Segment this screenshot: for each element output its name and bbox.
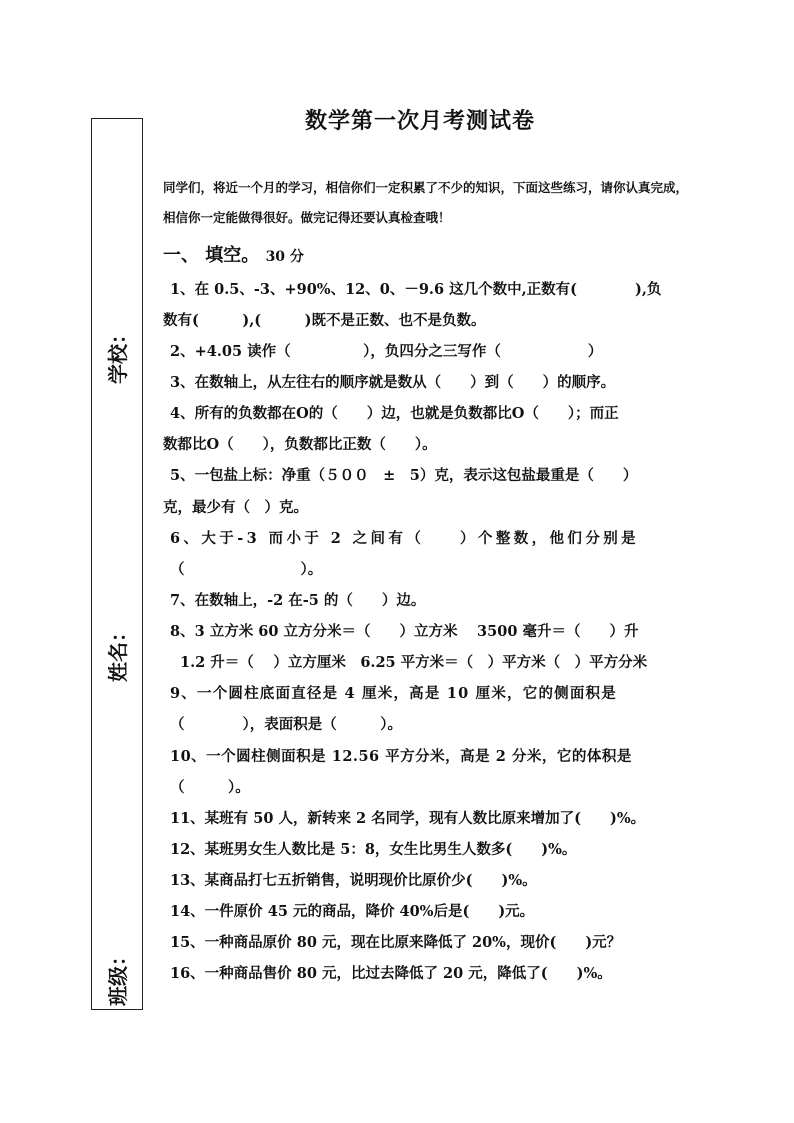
question-line: 7、在数轴上，-2 在-5 的（ ）边。 [170,592,426,609]
intro-line-2: 相信你一定能做得很好。做完记得还要认真检查哦！ [163,210,451,225]
question-line: 4、所有的负数都在O的（ ）边，也就是负数都比O（ ）；而正 [170,405,619,422]
page-title: 数学第一次月考测试卷 [304,108,535,134]
question-line: 15、一种商品原价 80 元，现在比原来降低了 20%，现价( )元？ [170,934,622,951]
school-label: 学校： [106,324,130,384]
question-line: （ ），表面积是（ ）。 [170,716,402,733]
name-label: 姓名： [106,622,130,682]
section-points: 30 分 [265,249,304,265]
question-line: 6、大于-3 而小于 2 之间有（ ）个整数，他们分别是 [170,530,640,547]
intro-line-1: 同学们，将近一个月的学习，相信你们一定积累了不少的知识，下面这些练习，请你认真完成， [163,180,689,195]
question-line: 8、3 立方米 60 立方分米＝（ ）立方米 3500 毫升＝（ ）升 [170,623,639,640]
question-line: 1、在 0.5、-3、+90%、12、0、－9.6 这几个数中,正数有( ),负 [170,281,662,298]
question-line: 3、在数轴上，从左往右的顺序就是数从（ ）到（ ）的顺序。 [170,374,616,391]
question-line: 11、某班有 50 人，新转来 2 名同学，现有人数比原来增加了( )%。 [170,810,646,827]
question-line: 10、一个圆柱侧面积是 12.56 平方分米，高是 2 分米，它的体积是 [170,748,632,765]
question-line: 16、一种商品售价 80 元，比过去降低了 20 元，降低了( )%。 [170,965,612,982]
section-title: 一、 填空。 [163,245,260,266]
question-line: 14、一件原价 45 元的商品，降价 40%后是( )元。 [170,903,535,920]
question-line: （ ）。 [170,561,323,578]
question-line: 9、一个圆柱底面直径是 4 厘米，高是 10 厘米，它的侧面积是 [170,685,617,702]
question-line: 13、某商品打七五折销售，说明现价比原价少( )%。 [170,872,537,889]
question-line: 克，最少有（ ）克。 [163,499,308,516]
class-label: 班级： [106,946,130,1006]
question-line: 1.2 升＝（ ）立方厘米 6.25 平方米＝（ ）平方米（ ）平方分米 [180,654,648,671]
question-line: 2、+4.05 读作（ ），负四分之三写作（ ） [170,343,603,360]
question-line: 12、某班男女生人数比是 5：8，女生比男生人数多( )%。 [170,841,577,858]
student-info-box [91,118,143,1010]
question-line: 5、一包盐上标：净重（５００ ± 5）克，表示这包盐最重是（ ） [170,467,638,484]
question-line: （ ）。 [170,779,250,796]
question-line: 数都比O（ ），负数都比正数（ ）。 [163,436,437,453]
question-line: 数有( ),( )既不是正数、也不是负数。 [163,312,486,329]
section-heading [163,241,304,267]
